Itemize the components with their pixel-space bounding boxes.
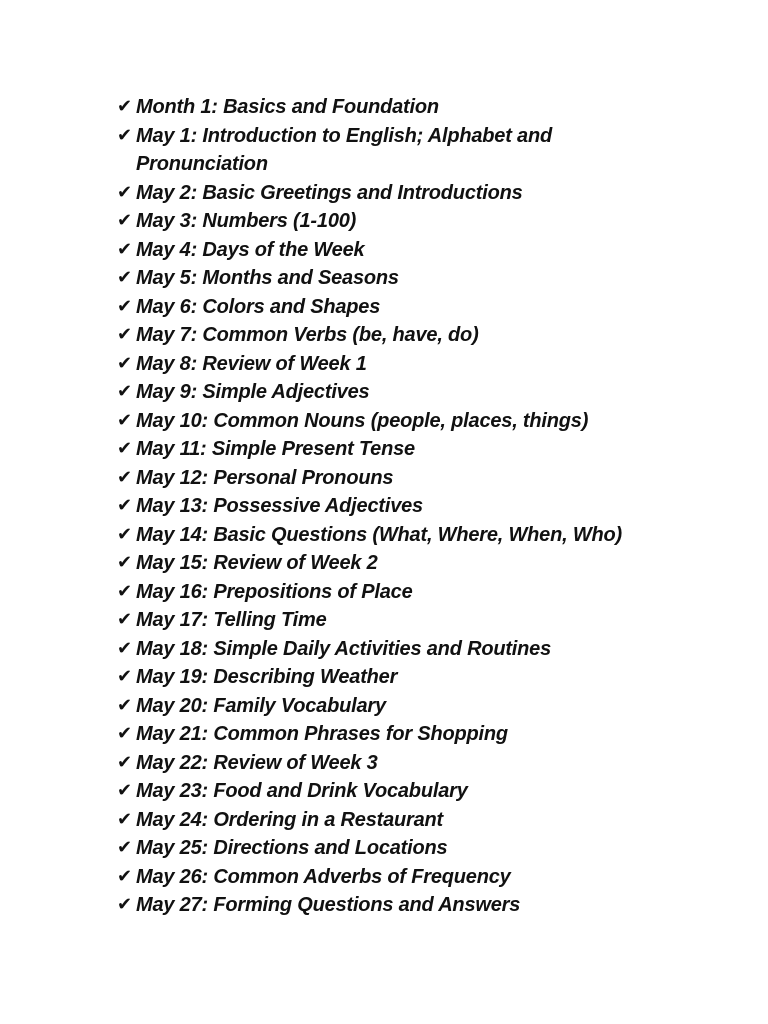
checklist-item-text: May 8: Review of Week 1 — [136, 352, 367, 375]
checkmark-icon: ✔ — [117, 324, 132, 345]
checklist-item-text: May 17: Telling Time — [136, 609, 327, 631]
checkmark-icon: ✔ — [117, 552, 132, 573]
checklist-item-text: May 7: Common Verbs (be, have, do) — [136, 324, 479, 346]
checklist-item-text: May 9: Simple Adjectives — [136, 381, 370, 403]
checkmark-icon: ✔ — [117, 438, 132, 459]
checklist-item — [117, 749, 747, 778]
checklist-item — [117, 549, 747, 578]
checkmark-icon: ✔ — [117, 238, 132, 260]
checklist-item-text: May 18: Simple Daily Activities and Routines — [136, 637, 552, 660]
checklist-item-text: May 25: Directions and Locations — [136, 837, 448, 859]
checklist-item-text: May 13: Possessive Adjectives — [136, 495, 423, 517]
checklist-item — [117, 264, 747, 293]
checklist-item — [117, 606, 747, 635]
checklist-item-text: May 23: Food and Drink Vocabulary — [136, 780, 468, 802]
checkmark-icon: ✔ — [117, 523, 132, 545]
checklist-item — [117, 663, 747, 692]
checklist-item — [117, 692, 747, 721]
checklist-item-text: May 22: Review of Week 3 — [136, 751, 378, 774]
checklist-item — [117, 207, 747, 236]
checkmark-icon: ✔ — [117, 837, 132, 858]
checkmark-icon: ✔ — [117, 694, 132, 716]
checklist-item-text: Month 1: Basics and Foundation — [136, 96, 439, 118]
checklist-item-text: May 5: Months and Seasons — [136, 267, 399, 289]
checkmark-icon: ✔ — [117, 295, 132, 317]
checkmark-icon: ✔ — [117, 409, 132, 431]
checklist-item-text: May 1: Introduction to English; Alphabet and Pronunciation — [136, 124, 553, 175]
checkmark-icon: ✔ — [117, 466, 132, 488]
checkmark-icon: ✔ — [117, 580, 132, 602]
checklist-item — [117, 293, 747, 322]
checkmark-icon: ✔ — [117, 894, 132, 915]
checklist-item-text: May 14: Basic Questions (What, Where, When, Who) — [136, 523, 623, 546]
checkmark-icon: ✔ — [117, 723, 132, 744]
checklist-item-text: May 10: Common Nouns (people, places, things) — [136, 409, 589, 432]
checkmark-icon: ✔ — [117, 352, 132, 374]
checklist-item-text: May 26: Common Adverbs of Frequency — [136, 865, 511, 888]
checklist-item — [117, 179, 747, 208]
checklist-item — [117, 834, 747, 863]
study-plan-checklist — [117, 93, 747, 920]
checklist-item — [117, 806, 747, 835]
checklist-item — [117, 435, 747, 464]
checklist-item — [117, 122, 747, 179]
checklist-item — [117, 378, 747, 407]
checklist-item-text: May 24: Ordering in a Restaurant — [136, 808, 444, 831]
checklist-item-text: May 20: Family Vocabulary — [136, 694, 386, 717]
checklist-item — [117, 777, 747, 806]
checklist-item — [117, 464, 747, 493]
checkmark-icon: ✔ — [117, 865, 132, 887]
checklist-item-text: May 12: Personal Pronouns — [136, 466, 394, 489]
checklist-item — [117, 891, 747, 920]
checkmark-icon: ✔ — [117, 666, 132, 687]
checklist-item-text: May 3: Numbers (1-100) — [136, 210, 357, 232]
checkmark-icon: ✔ — [117, 267, 132, 288]
checklist-item-text: May 11: Simple Present Tense — [136, 438, 415, 460]
checklist-item-text: May 21: Common Phrases for Shopping — [136, 723, 508, 745]
checklist-item-text: May 16: Prepositions of Place — [136, 580, 413, 603]
checkmark-icon: ✔ — [117, 96, 132, 117]
checklist-item — [117, 350, 747, 379]
checklist-item-text: May 19: Describing Weather — [136, 666, 398, 688]
checklist-item — [117, 321, 747, 350]
checklist-item — [117, 492, 747, 521]
checkmark-icon: ✔ — [117, 181, 132, 203]
checklist-item-text: May 2: Basic Greetings and Introductions — [136, 181, 523, 204]
checkmark-icon: ✔ — [117, 808, 132, 830]
checklist-item-text: May 27: Forming Questions and Answers — [136, 894, 521, 916]
checklist-item — [117, 635, 747, 664]
checklist-item — [117, 407, 747, 436]
checklist-item — [117, 720, 747, 749]
checklist-item — [117, 236, 747, 265]
checkmark-icon: ✔ — [117, 609, 132, 630]
checklist-item-text: May 15: Review of Week 2 — [136, 552, 378, 574]
checklist-item-text: May 6: Colors and Shapes — [136, 295, 381, 318]
checklist-item — [117, 578, 747, 607]
checklist-item — [117, 93, 747, 122]
checklist-item-text: May 4: Days of the Week — [136, 238, 365, 261]
checkmark-icon: ✔ — [117, 381, 132, 402]
checklist-item — [117, 863, 747, 892]
checkmark-icon: ✔ — [117, 780, 132, 801]
checklist-item — [117, 521, 747, 550]
checkmark-icon: ✔ — [117, 495, 132, 516]
checkmark-icon: ✔ — [117, 210, 132, 231]
checkmark-icon: ✔ — [117, 751, 132, 773]
checkmark-icon: ✔ — [117, 637, 132, 659]
checkmark-icon: ✔ — [117, 124, 132, 146]
